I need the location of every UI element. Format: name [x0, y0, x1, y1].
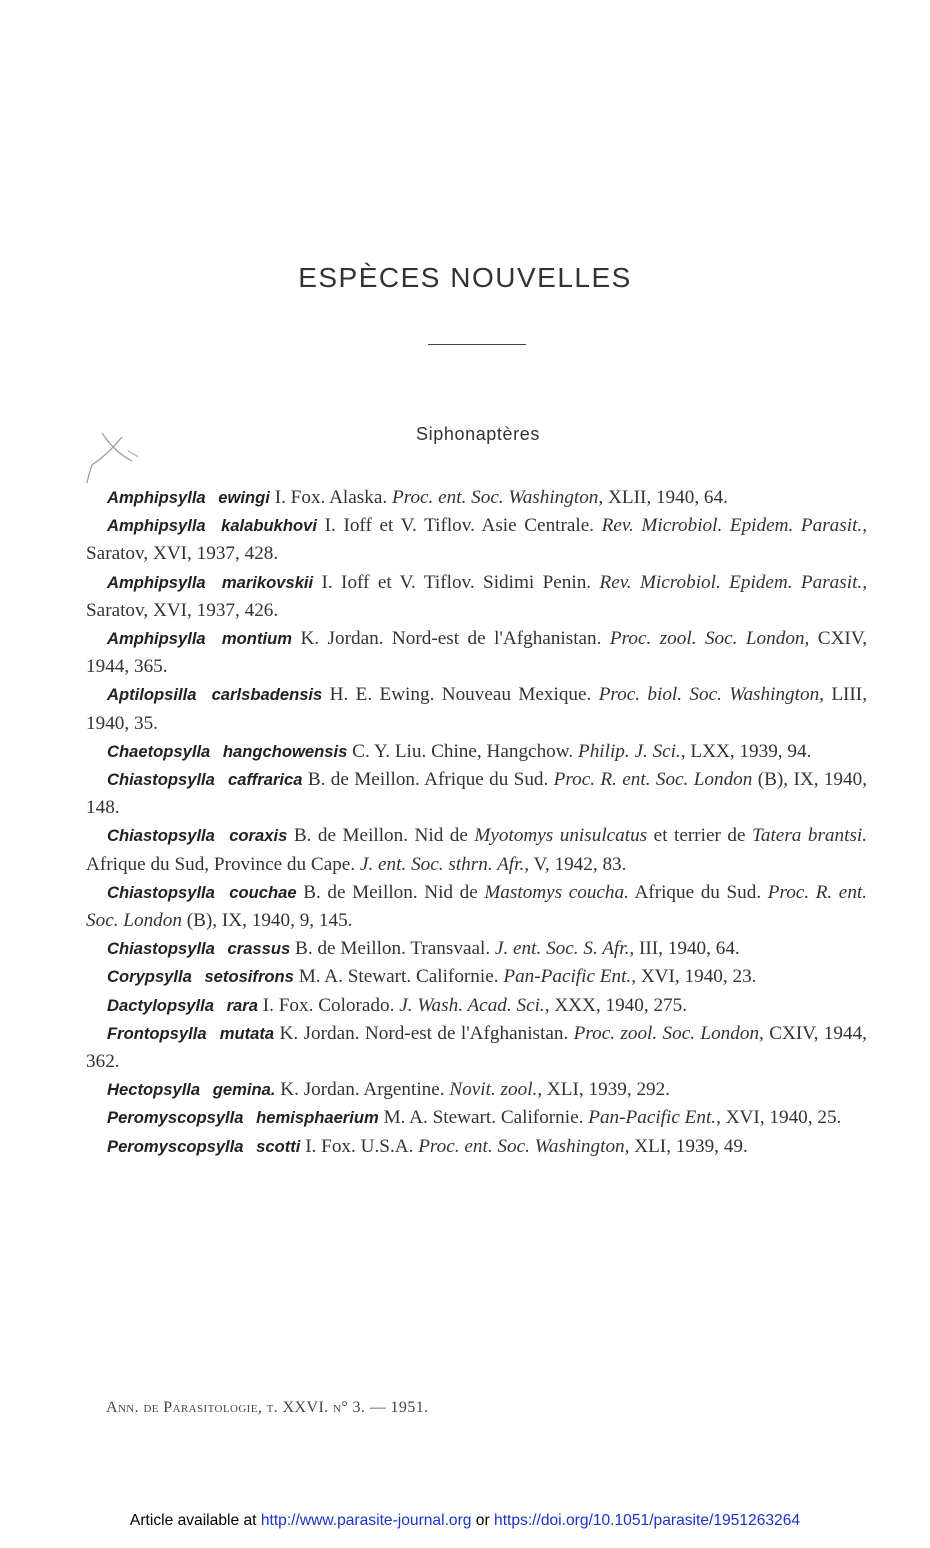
species-ref: (B), IX, 1940, 148. — [86, 769, 868, 819]
host-name: Tatera brantsi. — [751, 825, 868, 847]
species-author: B. de Meillon. Nid de — [293, 825, 468, 847]
journal-volume: t. XXVI. n° 3. — 1951. — [266, 1399, 429, 1416]
article-availability — [0, 1512, 930, 1530]
species-name: Chiastopsylla crassus — [107, 939, 291, 959]
species-ref: III, 1940, 64. — [639, 938, 740, 960]
species-journal: Rev. Microbiol. Epidem. Parasit., — [599, 571, 867, 593]
species-author: K. Jordan. Nord-est de l'Afghanistan. — [300, 628, 602, 650]
species-entry — [86, 1133, 867, 1161]
species-ref: LIII, 1940, 35. — [86, 684, 867, 734]
species-list — [86, 484, 867, 1161]
species-ref: XVI, 1940, 25. — [725, 1107, 842, 1129]
species-entry — [86, 1076, 867, 1104]
species-author: M. A. Stewart. Californie. — [383, 1107, 584, 1129]
species-ref: XLI, 1939, 292. — [546, 1079, 671, 1101]
doi-link[interactable]: https://doi.org/10.1051/parasite/1951263264 — [494, 1512, 801, 1529]
species-name: Amphipsylla kalabukhovi — [107, 516, 318, 536]
species-journal: Proc. biol. Soc. Washington, — [598, 684, 824, 706]
species-journal: Proc. ent. Soc. Washington, — [418, 1135, 630, 1157]
species-name: Corypsylla setosifrons — [107, 967, 294, 987]
species-author: H. E. Ewing. Nouveau Mexique. — [329, 684, 592, 706]
species-locality: Afrique du Sud, Province du Cape. — [86, 853, 356, 875]
species-entry — [86, 879, 867, 935]
species-journal: Proc. ent. Soc. Washington, — [391, 487, 604, 508]
species-journal: Novit. zool., — [449, 1079, 543, 1101]
journal-name: Ann. de Parasitologie, — [106, 1399, 263, 1416]
host-name: Myotomys unisulcatus — [474, 825, 648, 847]
species-name: Aptilopsilla carlsbadensis — [107, 685, 323, 705]
species-name: Peromyscopsylla scotti — [107, 1136, 301, 1156]
species-name: Hectopsylla gemina. — [107, 1080, 276, 1100]
title-divider — [428, 344, 526, 345]
species-name: Amphipsylla ewingi — [107, 488, 270, 507]
species-ref: XLII, 1940, 64. — [608, 487, 728, 508]
species-name: Chaetopsylla hangchowensis — [107, 741, 348, 761]
species-entry — [86, 1020, 867, 1076]
species-author: I. Ioff et V. Tiflov. Asie Centrale. — [324, 515, 595, 537]
species-ref: XLI, 1939, 49. — [634, 1135, 748, 1157]
species-name: Amphipsylla montium — [107, 629, 292, 649]
species-author: I. Fox. U.S.A. — [305, 1135, 414, 1157]
species-author: K. Jordan. Nord-est de l'Afghanistan. — [279, 1022, 569, 1044]
species-author: I. Fox. Colorado. — [262, 994, 395, 1016]
species-ref: (B), IX, 1940, 9, 145. — [186, 910, 353, 932]
species-journal: J. ent. Soc. sthrn. Afr., — [359, 853, 530, 875]
species-author: B. de Meillon. Afrique du Sud. — [307, 769, 549, 791]
species-name: Frontopsylla mutata — [107, 1023, 275, 1043]
species-name: Chiastopsylla couchae — [107, 882, 297, 902]
journal-link[interactable]: http://www.parasite-journal.org — [260, 1512, 472, 1529]
page-title: ESPÈCES NOUVELLES — [298, 262, 632, 293]
species-author: C. Y. Liu. Chine, Hangchow. — [352, 740, 574, 762]
species-entry — [86, 766, 867, 822]
species-journal: Pan-Pacific Ent., — [588, 1107, 721, 1129]
species-name: Amphipsylla marikovskii — [107, 572, 314, 592]
species-author: M. A. Stewart. Californie. — [298, 966, 499, 988]
species-entry — [86, 484, 867, 512]
species-ref: LXX, 1939, 94. — [690, 740, 812, 762]
species-entry — [86, 963, 867, 991]
species-entry — [86, 738, 867, 766]
species-journal: Proc. zool. Soc. London, — [609, 628, 810, 650]
species-journal: J. Wash. Acad. Sci., — [399, 994, 550, 1016]
species-locality: Afrique du Sud. — [634, 881, 762, 903]
species-journal: Proc. R. ent. Soc. London — [553, 769, 753, 791]
article-or: or — [475, 1512, 490, 1529]
species-entry — [86, 992, 867, 1020]
species-author: I. Fox. Alaska. — [274, 487, 388, 508]
species-journal: Rev. Microbiol. Epidem. Parasit., — [601, 515, 867, 537]
species-ref: CXIV, 1944, 365. — [86, 628, 868, 678]
species-journal: Proc. zool. Soc. London, — [573, 1022, 764, 1044]
species-entry — [86, 569, 867, 625]
species-ref: V, 1942, 83. — [533, 853, 627, 875]
species-entry — [86, 822, 867, 878]
species-journal: J. ent. Soc. S. Afr., — [494, 938, 635, 960]
species-entry — [86, 512, 867, 568]
species-author: K. Jordan. Argentine. — [280, 1079, 445, 1101]
species-entry — [86, 625, 867, 681]
species-entry — [86, 681, 867, 737]
journal-footer — [106, 1399, 429, 1417]
host-name: Mastomys coucha. — [484, 881, 629, 903]
species-ref: Saratov, XVI, 1937, 428. — [86, 543, 279, 565]
species-name: Chiastopsylla caffrarica — [107, 770, 303, 790]
species-name: Dactylopsylla rara — [107, 995, 258, 1015]
species-author: B. de Meillon. Transvaal. — [295, 938, 491, 960]
species-entry — [86, 935, 867, 963]
species-journal: Proc. R. ent. Soc. London — [86, 881, 868, 932]
species-ref: XVI, 1940, 23. — [640, 966, 757, 988]
species-name: Chiastopsylla coraxis — [107, 826, 288, 846]
species-text: et terrier de — [653, 825, 746, 847]
species-journal: Philip. J. Sci., — [577, 740, 686, 762]
species-name: Peromyscopsylla hemisphaerium — [107, 1108, 379, 1128]
species-ref: XXX, 1940, 275. — [554, 994, 688, 1016]
section-heading: Siphonaptères — [416, 424, 540, 444]
species-author: I. Ioff et V. Tiflov. Sidimi Penin. — [321, 571, 592, 593]
species-author: B. de Meillon. Nid de — [303, 881, 478, 903]
article-prefix: Article available at — [129, 1512, 257, 1529]
species-ref: CXIV, 1944, 362. — [86, 1022, 867, 1073]
species-ref: Saratov, XVI, 1937, 426. — [86, 599, 279, 621]
species-entry — [86, 1104, 867, 1132]
species-journal: Pan-Pacific Ent., — [503, 966, 637, 988]
